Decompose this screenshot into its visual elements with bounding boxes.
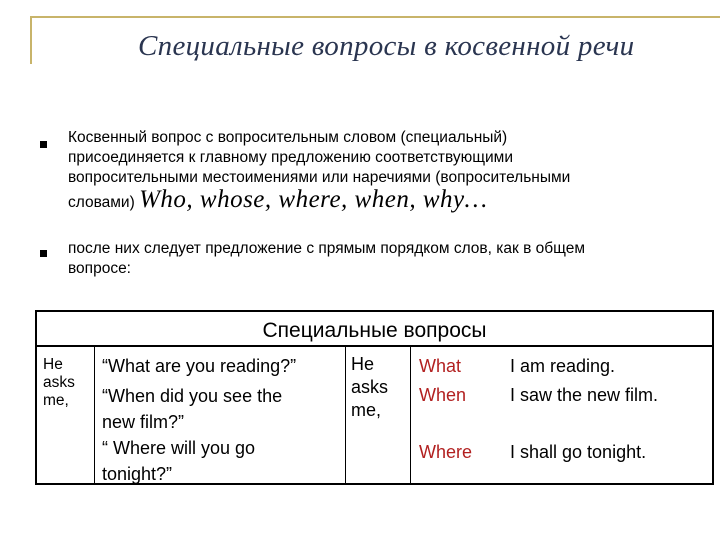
direct-question-2-line-1: “When did you see the [102, 386, 283, 406]
col3-line-1: He [351, 354, 375, 374]
direct-question-3-line-2: tonight?” [102, 464, 173, 484]
bullet-1-line-3: вопросительными местоимениями или наречиями (вопросительными [68, 169, 571, 186]
table-divider-2 [345, 347, 346, 483]
decorative-frame-left [30, 16, 32, 64]
table-cell-col1 [43, 356, 75, 410]
table-cell-col3 [351, 353, 388, 422]
indirect-answer-2: I saw the new film. [510, 385, 659, 405]
direct-question-1: “What are you reading?” [102, 356, 297, 376]
question-words-examples: Who, whose, where, when, why… [139, 186, 488, 213]
indirect-answer-3: I shall go tonight. [510, 442, 647, 462]
bullet-1-line-4 [68, 186, 698, 213]
table-divider-3 [410, 347, 411, 483]
col3-line-3: me, [351, 400, 382, 420]
bullet-marker-2 [40, 250, 47, 257]
col1-line-1: He [43, 356, 63, 373]
bullet-marker-1 [40, 141, 47, 148]
slide-title: Специальные вопросы в косвенной речи [138, 30, 635, 62]
table-cell-col2 [102, 353, 296, 487]
bullet-1-text [68, 128, 698, 213]
col3-line-2: asks [351, 377, 389, 397]
indirect-answer-1: I am reading. [510, 356, 616, 376]
special-questions-table [35, 310, 714, 485]
question-word-when: When [419, 385, 467, 405]
direct-question-2-line-2: new film?” [102, 412, 185, 432]
col1-line-2: asks [43, 374, 75, 391]
bullet-1-prefix: словами) [68, 194, 135, 211]
question-word-where: Where [419, 442, 473, 462]
bullet-1-line-1: Косвенный вопрос с вопросительным словом (специальный) [68, 129, 508, 146]
table-header: Специальные вопросы [37, 312, 712, 347]
direct-question-3-line-1: “ Where will you go [102, 438, 256, 458]
bullet-2-line-2: вопросе: [68, 260, 131, 277]
bullet-2-line-1: после них следует предложение с прямым порядком слов, как в общем [68, 240, 585, 257]
decorative-frame-top [30, 16, 720, 18]
bullet-2-text [68, 239, 698, 279]
col1-line-3: me, [43, 392, 69, 409]
bullet-1-line-2: присоединяется к главному предложению соответствующими [68, 149, 513, 166]
question-word-what: What [419, 356, 462, 376]
table-divider-1 [94, 347, 95, 483]
